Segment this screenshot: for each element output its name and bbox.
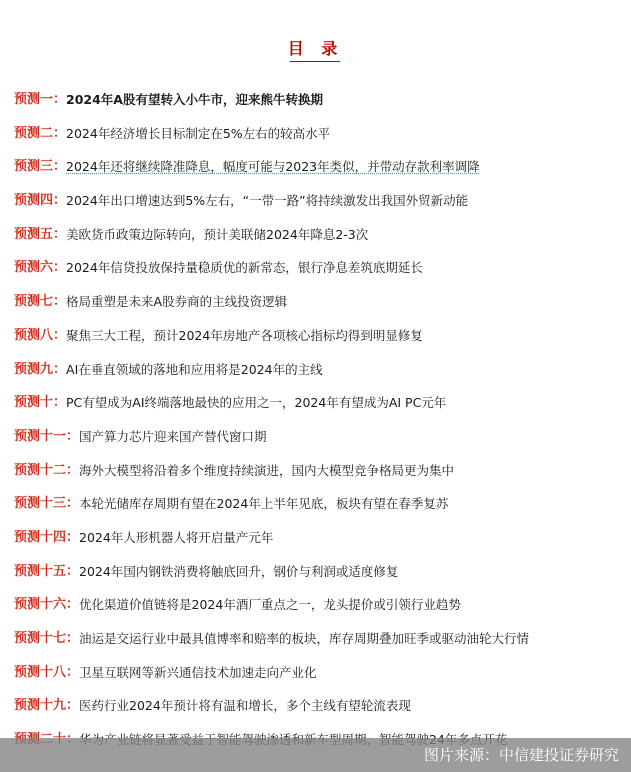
item-label: 预测十五： — [14, 563, 80, 579]
item-text: 2024年出口增速达到5%左右，“一带一路”将持续激发出我国外贸新动能 — [66, 193, 469, 209]
item-label: 预测十八： — [14, 664, 80, 680]
list-item — [14, 125, 624, 159]
item-label: 预测五： — [14, 226, 67, 242]
item-text: 卫星互联网等新兴通信技术加速走向产业化 — [79, 664, 317, 680]
item-text: 海外大模型将沿着多个维度持续演进，国内大模型竞争格局更为集中 — [79, 462, 455, 478]
item-text: 美欧货币政策边际转向，预计美联储2024年降息2-3次 — [66, 226, 369, 242]
item-label: 预测九： — [14, 361, 67, 377]
list-item — [14, 428, 624, 462]
list-item — [14, 361, 624, 395]
item-label: 预测一： — [14, 92, 67, 107]
item-text: 本轮光储库存周期有望在2024年上半年见底，板块有望在春季复苏 — [79, 496, 449, 512]
list-item — [14, 495, 624, 529]
list-item — [14, 596, 624, 630]
list-item — [14, 664, 624, 698]
list-item — [14, 630, 624, 664]
item-label: 预测四： — [14, 193, 67, 209]
item-label: 预测十三： — [14, 496, 80, 512]
item-label: 预测十： — [14, 395, 67, 411]
item-text: 格局重塑是未来A股券商的主线投资逻辑 — [66, 294, 288, 310]
list-item — [14, 563, 624, 597]
item-text: 2024年还将继续降准降息，幅度可能与2023年类似，并带动存款利率调降 — [66, 159, 480, 175]
item-text: 国产算力芯片迎来国产替代窗口期 — [79, 428, 267, 444]
source-caption: 图片来源：中信建投证券研究 — [423, 746, 619, 764]
item-text: AI在垂直领域的落地和应用将是2024年的主线 — [66, 361, 323, 377]
title-underline — [290, 61, 340, 62]
list-item — [14, 697, 624, 731]
item-label: 预测十一： — [14, 428, 80, 444]
list-item — [14, 327, 624, 361]
list-item — [14, 192, 624, 226]
source-banner — [0, 738, 631, 772]
item-text: 2024年经济增长目标制定在5%左右的较高水平 — [66, 125, 331, 141]
item-label: 预测十七： — [14, 631, 80, 646]
item-text: 2024年人形机器人将开启量产元年 — [79, 529, 274, 545]
item-label: 预测二： — [14, 125, 67, 141]
list-item — [14, 226, 624, 260]
item-label: 预测十九： — [14, 698, 80, 714]
list-item — [14, 158, 624, 192]
list-item — [14, 529, 624, 563]
item-text: 2024年国内钢铁消费将触底回升，钢价与利润或适度修复 — [79, 563, 399, 579]
item-text: 医药行业2024年预计将有温和增长，多个主线有望轮流表现 — [79, 698, 411, 714]
list-item — [14, 91, 624, 125]
item-text: PC有望成为AI终端落地最快的应用之一，2024年有望成为AI PC元年 — [66, 395, 447, 411]
list-item — [14, 293, 624, 327]
item-label: 预测七： — [14, 294, 67, 310]
item-text: 2024年信贷投放保持量稳质优的新常态，银行净息差筑底期延长 — [66, 260, 423, 276]
item-label: 预测十六： — [14, 597, 80, 613]
item-text: 聚焦三大工程，预计2024年房地产各项核心指标均得到明显修复 — [66, 327, 423, 343]
list-item — [14, 462, 624, 496]
item-label: 预测八： — [14, 327, 67, 343]
item-text: 优化渠道价值链将是2024年酒厂重点之一，龙头提价或引领行业趋势 — [79, 597, 461, 613]
prediction-list — [14, 91, 624, 765]
list-item — [14, 259, 624, 293]
item-label: 预测十四： — [14, 529, 80, 545]
item-label: 预测六： — [14, 260, 67, 276]
item-text: 2024年A股有望转入小牛市，迎来熊牛转换期 — [66, 92, 323, 107]
list-item — [14, 394, 624, 428]
item-label: 预测三： — [14, 159, 67, 175]
item-text: 油运是交运行业中最具值博率和赔率的板块，库存周期叠加旺季或驱动油轮大行情 — [79, 631, 530, 646]
item-label: 预测十二： — [14, 462, 80, 478]
page-title: 目 录 — [287, 39, 344, 58]
